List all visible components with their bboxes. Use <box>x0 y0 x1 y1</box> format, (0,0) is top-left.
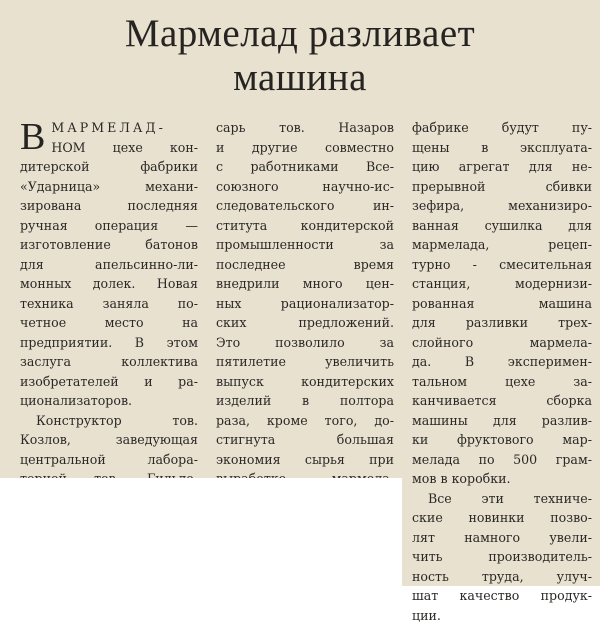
text-line: следовательского ин- <box>216 196 394 216</box>
article-column-1 <box>20 118 198 528</box>
blank-corner <box>0 478 402 586</box>
text-line: последнее время <box>216 255 394 275</box>
text-line: машины для разлив- <box>412 411 592 431</box>
text-line: с работниками Все- <box>216 157 394 177</box>
text-line: прерывной сбивки <box>412 177 592 197</box>
text-line: ных рационализатор- <box>216 294 394 314</box>
text-line: дитерской фабрики <box>20 157 198 177</box>
text-line: Козлов, заведующая <box>20 430 198 450</box>
text-line: изделий в полтора <box>216 391 394 411</box>
text-line: союзного научно-ис- <box>216 177 394 197</box>
text-line: заслуга коллектива <box>20 352 198 372</box>
article-column-3 <box>412 118 592 625</box>
headline-line-2: машина <box>60 56 540 100</box>
text-line: мов в коробки. <box>412 469 592 489</box>
text-line: Это позволило за <box>216 333 394 353</box>
text-line: ские новинки позво- <box>412 508 592 528</box>
text-line: мармелада, рецеп- <box>412 235 592 255</box>
article-headline <box>60 12 540 100</box>
text-line: предприятии. В этом <box>20 333 198 353</box>
text-line: ность труда, улуч- <box>412 567 592 587</box>
text-line: центральной лабора- <box>20 450 198 470</box>
text-line: изобретателей и ра- <box>20 372 198 392</box>
text-line: ционализаторов. <box>20 391 198 411</box>
text-line: для разливки трех- <box>412 313 592 333</box>
text-line: выпуск кондитерских <box>216 372 394 392</box>
text-line: пятилетие увеличить <box>216 352 394 372</box>
text-line: зирована последняя <box>20 196 198 216</box>
text-line: внедрили много цен- <box>216 274 394 294</box>
text-line: канчивается сборка <box>412 391 592 411</box>
text-line: турно - смесительная <box>412 255 592 275</box>
lead-line: МАРМЕЛАД- <box>51 118 198 138</box>
text-line: раза, кроме того, до- <box>216 411 394 431</box>
text-line: техника заняла по- <box>20 294 198 314</box>
text-line: фабрике будут пу- <box>412 118 592 138</box>
text-line: для апельсинно-ли- <box>20 255 198 275</box>
text-line: ции. <box>412 606 592 625</box>
text-line: и другие совместно <box>216 138 394 158</box>
text-line: стигнута большая <box>216 430 394 450</box>
text-line: сарь тов. Назаров <box>216 118 394 138</box>
text-line: ванная сушилка для <box>412 216 592 236</box>
text-line: ки фруктового мар- <box>412 430 592 450</box>
text-line: станция, модернизи- <box>412 274 592 294</box>
text-line: монных долек. Новая <box>20 274 198 294</box>
text-line: изготовление батонов <box>20 235 198 255</box>
drop-cap: В <box>20 118 45 156</box>
text-line: экономия сырья при <box>216 450 394 470</box>
text-line: мелада по 500 грам- <box>412 450 592 470</box>
text-line: шат качество продук- <box>412 586 592 606</box>
text-line: зефира, механизиро- <box>412 196 592 216</box>
text-line: да. В эксперимен- <box>412 352 592 372</box>
text-line: щены в эксплуата- <box>412 138 592 158</box>
text-line: слойного мармела- <box>412 333 592 353</box>
lead-line: НОМ цехе кон- <box>51 138 198 158</box>
headline-line-1: Мармелад разливает <box>60 12 540 56</box>
article-column-2 <box>216 118 394 528</box>
text-line: ручная операция — <box>20 216 198 236</box>
text-line: «Ударница» механи- <box>20 177 198 197</box>
text-line: рованная машина <box>412 294 592 314</box>
text-line: лят намного увели- <box>412 528 592 548</box>
text-line: чить производитель- <box>412 547 592 567</box>
text-line: ститута кондитерской <box>216 216 394 236</box>
text-line: Все эти техниче- <box>412 489 592 509</box>
text-line: промышленности за <box>216 235 394 255</box>
text-line: Конструктор тов. <box>20 411 198 431</box>
text-line: четное место на <box>20 313 198 333</box>
text-line: ских предложений. <box>216 313 394 333</box>
text-line: цию агрегат для не- <box>412 157 592 177</box>
text-line: тальном цехе за- <box>412 372 592 392</box>
